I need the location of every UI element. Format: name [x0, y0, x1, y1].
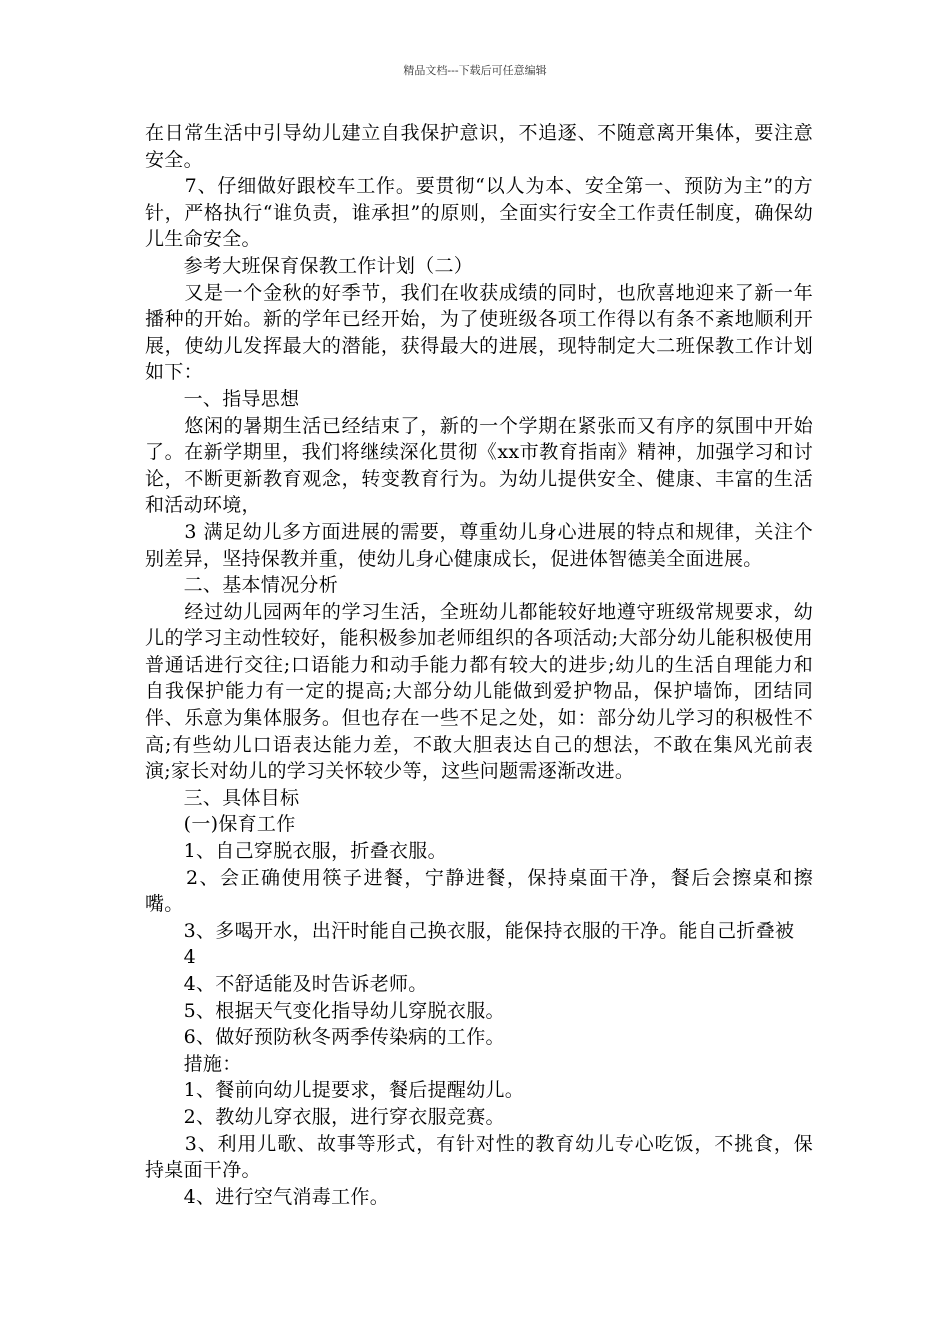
list-item: 2、教幼儿穿衣服，进行穿衣服竞赛。: [145, 1105, 505, 1128]
section-heading: 一、指导思想: [145, 387, 300, 410]
subsection-heading: 措施：: [145, 1052, 242, 1075]
section-heading: 参考大班保育保教工作计划（二）: [145, 254, 474, 277]
subsection-heading: (一)保育工作: [145, 813, 296, 836]
list-item: 1、餐前向幼儿提要求，餐后提醒幼儿。: [145, 1079, 525, 1102]
paragraph: 7、仔细做好跟校车工作。要贯彻“以人为本、安全第一、预防为主”的方针，严格执行“谁负责，谁承担”的原则，全面实行安全工作责任制度，确保幼儿生命安全。: [145, 175, 813, 251]
list-item: 1、自己穿脱衣服，折叠衣服。: [145, 840, 447, 863]
document-body: [145, 120, 813, 1210]
list-item: 5、根据天气变化指导幼儿穿脱衣服。: [145, 999, 505, 1022]
list-item: 6、做好预防秋冬两季传染病的工作。: [145, 1026, 505, 1049]
list-item: 3、多喝开水，出汗时能自己换衣服，能保持衣服的干净。能自己折叠被: [145, 919, 795, 942]
page-header: 精品文档---下载后可任意编辑: [403, 64, 547, 77]
page-number-fragment: 4: [145, 946, 196, 969]
paragraph: 经过幼儿园两年的学习生活，全班幼儿都能较好地遵守班级常规要求，幼儿的学习主动性较好，能积极参加老师组织的各项活动;大部分幼儿能积极使用普通话进行交往;口语能力和动手能力都有较大的进步;幼儿的生活自理能力和自我保护能力有一定的提高;大部分幼儿能做到爱护物品，保护墙饰，团结同伴、乐意为集体服务。但也存在一些不足之处，如：部分幼儿学习的积极性不高;有些幼儿口语表达能力差，不敢大胆表达自己的想法，不敢在集风光前表演;家长对幼儿的学习关怀较少等，这些问题需逐渐改进。: [145, 600, 813, 783]
list-item: 2、会正确使用筷子进餐，宁静进餐，保持桌面干净，餐后会擦桌和擦嘴。: [145, 866, 813, 916]
paragraph: 悠闲的暑期生活已经结束了，新的一个学期在紧张而又有序的氛围中开始了。在新学期里，我们将继续深化贯彻《xx市教育指南》精神，加强学习和讨论，不断更新教育观念，转变教育行为。为幼儿提供安全、健康、丰富的生活和活动环境，: [145, 414, 813, 517]
section-heading: 三、具体目标: [145, 786, 300, 809]
paragraph: 又是一个金秋的好季节，我们在收获成绩的同时，也欣喜地迎来了新一年播种的开始。新的学年已经开始，为了使班级各项工作得以有条不紊地顺利开展，使幼儿发挥最大的潜能，获得最大的进展，现特制定大二班保教工作计划如下：: [145, 281, 813, 384]
list-item: 4、不舒适能及时告诉老师。: [145, 973, 428, 995]
list-item: 4、进行空气消毒工作。: [145, 1185, 389, 1208]
section-heading: 二、基本情况分析: [145, 574, 339, 597]
paragraph: 3 满足幼儿多方面进展的需要，尊重幼儿身心进展的特点和规律，关注个别差异，坚持保教并重，使幼儿身心健康成长，促进体智德美全面进展。: [145, 520, 813, 570]
paragraph: 在日常生活中引导幼儿建立自我保护意识，不追逐、不随意离开集体，要注意安全。: [145, 122, 813, 171]
list-item: 3、利用儿歌、故事等形式，有针对性的教育幼儿专心吃饭，不挑食，保持桌面干净。: [145, 1132, 813, 1182]
